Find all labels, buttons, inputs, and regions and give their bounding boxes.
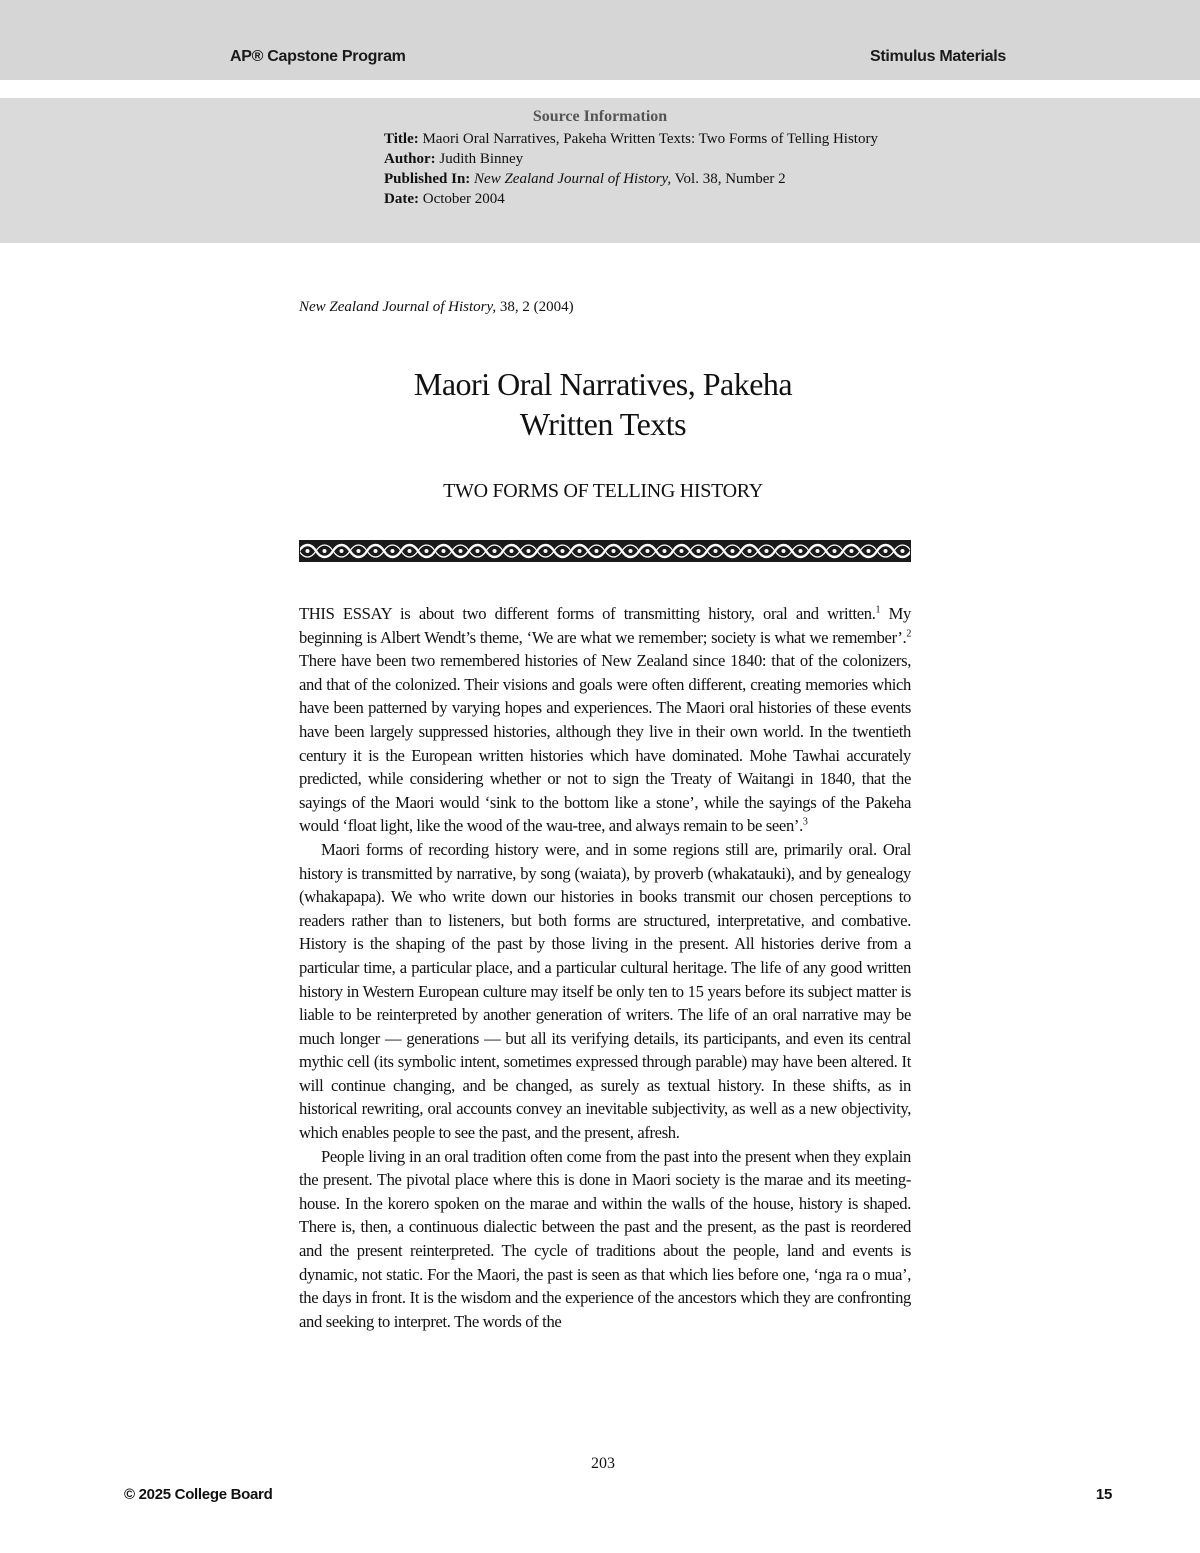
source-title-line [384,129,878,149]
source-title-value: Maori Oral Narratives, Pakeha Written Texts: Two Forms of Telling History [422,131,878,147]
footer-page-number: 15 [1095,1486,1112,1503]
source-author-line [384,149,878,169]
source-published-line [384,169,878,189]
footnote-ref-2: 2 [906,628,911,640]
article-title [0,364,1200,444]
source-date-value: October 2004 [422,191,505,207]
article-subtitle: TWO FORMS OF TELLING HISTORY [443,480,763,502]
header-bar [0,0,1200,80]
source-heading: Source Information [532,108,668,125]
source-published-label: Published In: [384,171,471,187]
source-published-journal: New Zealand Journal of History, [474,171,672,187]
decorative-border [299,540,911,562]
paragraph-3: People living in an oral tradition often come from the past into the present when they explain the present. The pivotal place where this is done in Maori society is the marae and its meeting-house. In the korero spoken on the marae and within the walls of the house, history is shaped. There is, then, a continuous dialectic between the past and the present, as the past is reordered and the present reinterpreted. The cycle of traditions about the people, land and events is dynamic, not static. For the Maori, the past is seen as that which lies before one, ‘nga ra o mua’, the days in front. It is the wisdom and the experience of the ancestors which they are confronting and seeking to interpret. The words of the [299,1146,911,1331]
article-body [299,602,911,1333]
paragraph-1-part-c: There have been two remembered histories of New Zealand since 1840: that of the colonizers, and that of the colonized. Their visions and goals were often different, creating memories which have been patterned by varying hopes and experiences. The Maori oral histories of these events have been largely suppressed histories, although they live in their own world. In the twentieth century it is the European written histories which have dominated. Mohe Tawhai accurately predicted, while considering whether or not to sign the Treaty of Waitangi in 1840, that the sayings of the Maori would ‘sink to the bottom like a stone’, while the sayings of the Pakeha would ‘float light, like the wood of the wau-tree, and always remain to be seen’. [299,651,911,836]
copyright-notice: © 2025 College Board [124,1486,273,1503]
paragraph-2: Maori forms of recording history were, and in some regions still are, primarily oral. Oral history is transmitted by narrative, by song (waiata), by proverb (whakatauki), and by genealogy (whakapapa). We who write down our histories in books transmit our chosen perceptions to readers rather than to listeners, but both forms are structured, interpretative, and combative. History is the shaping of the past by those living in the present. All histories derive from a particular time, a particular place, and a particular cultural heritage. The life of any good written history in Western European culture may itself be only ten to 15 years before its subject matter is liable to be reinterpreted by another generation of writers. The life of an oral narrative may be much longer — generations — but all its verifying details, its participants, and even its central mythic cell (its symbolic intent, sometimes expressed through parable) may have been altered. It will continue changing, and be changed, as surely as textual history. In these shifts, as in historical rewriting, oral accounts convey an inevitable subjectivity, as well as a new objectivity, which enables people to see the past, and the present, afresh. [299,839,911,1143]
article-title-line1: Maori Oral Narratives, Pakeha [413,366,793,402]
source-author-label: Author: [384,151,436,167]
source-details [384,129,878,209]
source-published-rest: Vol. 38, Number 2 [674,171,786,187]
journal-issue: 38, 2 (2004) [499,299,574,315]
footnote-ref-1: 1 [875,604,881,616]
paragraph-1 [299,602,911,838]
journal-name: New Zealand Journal of History, [299,299,497,315]
program-name: AP® Capstone Program [230,48,406,65]
article-title-line2: Written Texts [519,406,687,442]
paragraph-1-part-b: My beginning is Albert Wendt’s theme, ‘We are what we remember; society is what we remember’. [299,604,911,647]
section-name: Stimulus Materials [870,48,1006,65]
article-page-number: 203 [591,1455,615,1472]
footnote-ref-3: 3 [802,816,808,828]
source-title-label: Title: [384,131,419,147]
journal-citation [299,299,574,316]
paragraph-1-part-a: THIS ESSAY is about two different forms of transmitting history, oral and written. [299,604,876,623]
source-date-line [384,189,878,209]
source-author-value: Judith Binney [439,151,524,167]
source-date-label: Date: [384,191,419,207]
